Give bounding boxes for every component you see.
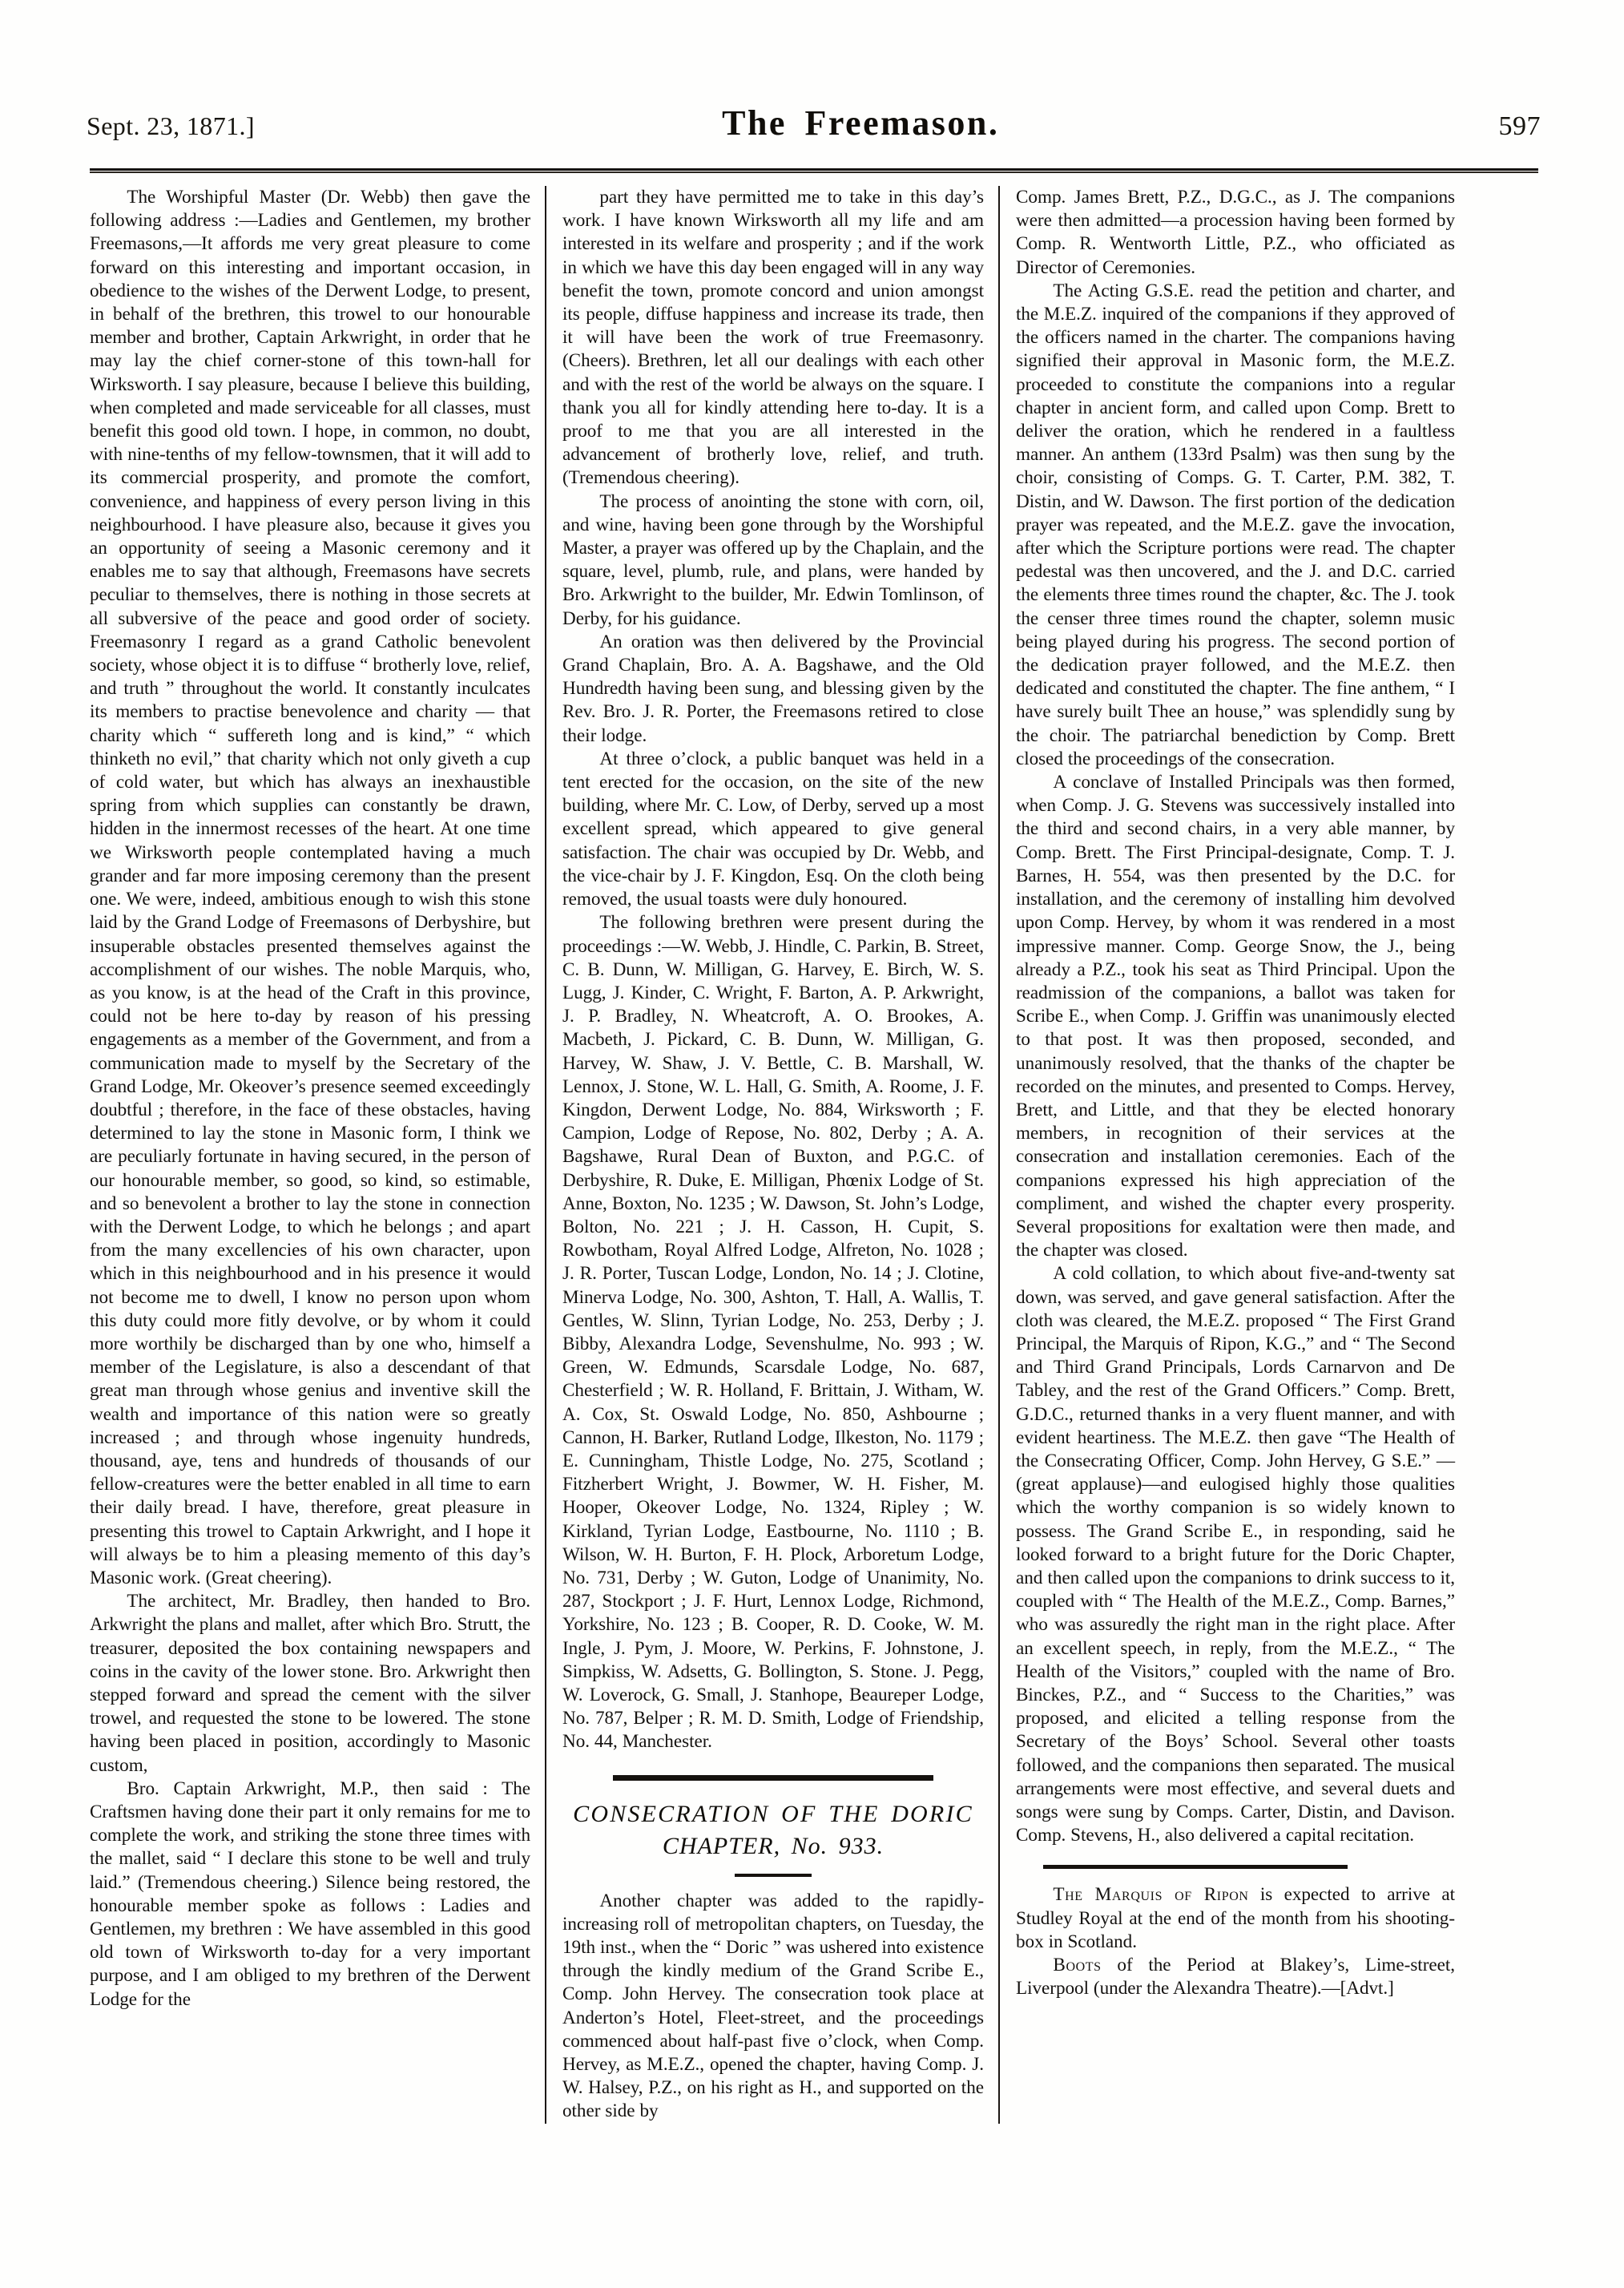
section-heading [562, 1798, 984, 1862]
column-three [1000, 186, 1455, 2000]
news-note-lead: The Marquis of Ripon [1053, 1884, 1249, 1906]
section-short-rule [735, 1874, 812, 1877]
paragraph: A cold collation, to which about five-and-twenty sat down, was served, and gave general satisfaction. After the cloth was cleared, the M.E.Z. proposed “ The First Grand Principal, the Marquis of Ripon, K.G.,” and “ The Second and Third Grand Principals, Lords Carnarvon and De Tabley, and the rest of the Grand Officers.” Comp. Brett, G.D.C., returned thanks in a very fluent manner, and with evident heartiness. The M.E.Z. then gave “The Health of the Consecrating Officer, Comp. John Hervey, G S.E.” —(great applause)—and eulogised highly those qualities which the worthy companion is so widely known to possess. The Grand Scribe E., in responding, said he looked forward to a bright future for the Doric Chapter, and then called upon the companions to drink success to it, coupled with “ The Health of the M.E.Z., Comp. Barnes,” who was assuredly the right man in the right place. After an excellent speech, in reply, from the M.E.Z., “ The Health of the Visitors,” coupled with the name of Bro. Binckes, P.Z., and “ Success to the Charities,” was proposed, and elicited a telling response from the Secretary of the Boys’ School. Several other toasts followed, and the companions then separated. The musical arrangements were most effective, and several duets and songs were sung by Comps. Carter, Distin, and Davison. Comp. Stevens, H., also delivered a capital recitation. [1016, 1263, 1455, 1846]
paragraph: Bro. Captain Arkwright, M.P., then said : The Craftsmen having done their part it only remains for me to complete the work, and striking the stone three times with the mallet, said “ I declare this stone to be well and truly laid.” (Tremendous cheering.) Silence being restored, the honourable member spoke as follows : Ladies and Gentlemen, my brethren : We have assembled in this good old town of Wirksworth to-day for a very important purpose, and I am obliged to my brethren of the Derwent Lodge for the [90, 1778, 530, 2010]
notes-divider-rule [1043, 1865, 1348, 1869]
paragraph: Another chapter was added to the rapidly-increasing roll of metropolitan chapters, on Tuesday, the 19th inst., when the “ Doric ” was ushered into existence through the kindly medium of the Grand Scribe E., Comp. John Hervey. The consecration took place at Anderton’s Hotel, Fleet-street, and the proceedings commenced about half-past five o’clock, when Comp. Hervey, as M.E.Z., opened the chapter, having Comp. J. W. Halsey, P.Z., on his right as H., and supported on the other side by [562, 1890, 984, 2122]
news-note-body: is expected to arrive at Studley Royal at the end of the month from his shooting-box in Scotland. [1016, 1884, 1455, 1952]
page-number: 597 [1498, 111, 1541, 141]
paragraph: part they have permitted me to take in this day’s work. I have known Wirksworth all my life and am interested in its welfare and prosperity ; and if the work in which we have this day been engaged will in any way benefit the town, promote concord and union amongst its people, diffuse happiness and increase its trade, then it will have been the work of true Freemasonry. (Cheers). Brethren, let all our dealings with each other and with the rest of the world be always on the square. I thank you all for kindly attending here to-day. It is a proof to me that you are all interested in the advancement of brotherly love, relief, and truth. (Tremendous cheering). [562, 187, 984, 489]
section-divider-rule [613, 1775, 933, 1781]
paragraph: A conclave of Installed Principals was then formed, when Comp. J. G. Stevens was successively installed into the third and second chairs, in a very able manner, by Comp. Brett. The First Principal-designate, Comp. T. J. Barnes, H. 554, was then presented by the D.C. for installation, and the ceremony of installing him devolved upon Comp. Hervey, by whom it was rendered in a most impressive manner. Comp. George Snow, the J., being already a P.Z., took his seat as Third Principal. Upon the readmission of the companions, a ballot was taken for Scribe E., when Comp. J. Griffin was unanimously elected to that post. It was then proposed, seconded, and unanimously resolved, that the thanks of the chapter be recorded on the minutes, and presented to Comps. Hervey, Brett, and Little, and that they be elected honorary members, in recognition of their services at the consecration and installation ceremonies. Each of the companions expressed his high appreciation of the compliment, and wished the chapter every prosperity. Several propositions for exaltation were then made, and the chapter was closed. [1016, 772, 1455, 1261]
masthead-rule [90, 168, 1538, 173]
paragraph: An oration was then delivered by the Provincial Grand Chaplain, Bro. A. A. Bagshawe, and the Old Hundredth having been sung, and blessing given by the Rev. Bro. J. R. Porter, the Freemasons retired to close their lodge. [562, 631, 984, 746]
paragraph: At three o’clock, a public banquet was held in a tent erected for the occasion, on the site of the new building, where Mr. C. Low, of Derby, served up a most excellent spread, which appeared to give general satisfaction. The chair was occupied by Dr. Webb, and the vice-chair by J. F. Kingdon, Esq. On the cloth being removed, the usual toasts were duly honoured. [562, 748, 984, 910]
paragraph: The Acting G.S.E. read the petition and charter, and the M.E.Z. inquired of the companions if they approved of the officers named in the charter. The companions having signified their approval in Masonic form, the M.E.Z. proceeded to constitute the companions into a regular chapter in ancient form, and called upon Comp. Brett to deliver the oration, which he rendered in a faultless manner. An anthem (133rd Psalm) was then sung by the choir, consisting of Comps. G. T. Carter, P.M. 382, T. Distin, and W. Dawson. The first portion of the dedication prayer was repeated, and the M.E.Z. gave the invocation, after which the Scripture portions were read. The chapter pedestal was then uncovered, and the J. and D.C. carried the elements three times round the chapter, &c. The J. took the censer three times round the chapter, solemn music being played during his progress. The second portion of the dedication prayer followed, and the M.E.Z. then dedicated and constituted the chapter. The fine anthem, “ I have surely built Thee an house,” was splendidly sung by the choir. The patriarchal benediction by Comp. Brett closed the proceedings of the consecration. [1016, 280, 1455, 769]
masthead [87, 103, 1541, 152]
paragraph: Comp. James Brett, P.Z., D.G.C., as J. The companions were then admitted—a procession having been formed by Comp. R. Wentworth Little, P.Z., who officiated as Director of Ceremonies. [1016, 187, 1455, 278]
section-heading-line-1: CONSECRATION OF THE DORIC [573, 1800, 973, 1827]
paragraph: The process of anointing the stone with corn, oil, and wine, having been gone through by the Worshipful Master, a prayer was offered up by the Chaplain, and the square, level, plumb, rule, and plans, were handed by Bro. Arkwright to the builder, Mr. Edwin Tomlinson, of Derby, for his guidance. [562, 490, 984, 629]
advertisement-lead: Boots [1053, 1955, 1102, 1976]
paragraph: The following brethren were present during the proceedings :—W. Webb, J. Hindle, C. Parkin, B. Street, C. B. Dunn, W. Milligan, G. Harvey, E. Birch, W. S. Lugg, J. Kinder, C. Wright, F. Barton, A. P. Arkwright, J. P. Bradley, N. Wheatcroft, A. O. Brookes, A. Macbeth, J. Pickard, C. B. Dunn, W. Milligan, G. Harvey, W. Shaw, J. V. Bettle, C. B. Marshall, W. Lennox, J. Stone, W. L. Hall, G. Smith, A. Roome, J. F. Kingdon, Derwent Lodge, No. 884, Wirksworth ; F. Campion, Lodge of Repose, No. 802, Derby ; A. A. Bagshawe, Rural Dean of Buxton, and P.G.C. of Derbyshire, R. Duke, E. Milligan, Phœnix Lodge of St. Anne, Boxton, No. 1235 ; W. Dawson, St. John’s Lodge, Bolton, No. 221 ; J. H. Casson, H. Cupit, S. Rowbotham, Royal Alfred Lodge, Alfreton, No. 1028 ; J. R. Porter, Tuscan Lodge, London, No. 14 ; J. Clotine, Minerva Lodge, No. 300, Ashton, T. Hall, A. Wallis, T. Gentles, W. Slinn, Tyrian Lodge, No. 253, Derby ; J. Bibby, Alexandra Lodge, Sevenshulme, No. 993 ; W. Green, W. Edmunds, Scarsdale Lodge, No. 687, Chesterfield ; W. R. Holland, F. Brittain, J. Witham, W. A. Cox, St. Oswald Lodge, No. 850, Ashbourne ; Cannon, H. Barker, Rutland Lodge, Ilkeston, No. 1179 ; E. Cunningham, Thistle Lodge, No. 275, Scotland ; Fitzherbert Wright, J. Bowmer, W. H. Fisher, M. Hooper, Okeover Lodge, No. 1324, Ripley ; W. Kirkland, Tyrian Lodge, Eastbourne, No. 1110 ; B. Wilson, W. H. Burton, F. H. Plock, Arboretum Lodge, No. 731, Derby ; W. Guton, Lodge of Unanimity, No. 287, Stockport ; J. F. Hurt, Lennox Lodge, Richmond, Yorkshire, No. 123 ; B. Cooper, R. D. Cooke, W. M. Ingle, J. Pym, J. Moore, W. Perkins, F. Johnstone, J. Simpkiss, W. Adsetts, G. Bollington, S. Stone. J. Pegg, W. Loverock, G. Small, J. Stanhope, Beaureper Lodge, No. 787, Belper ; R. M. D. Smith, Lodge of Friendship, No. 44, Manchester. [562, 912, 984, 1753]
advertisement-body: of the Period at Blakey’s, Lime-street, Liverpool (under the Alexandra Theatre).—[Advt.] [1016, 1955, 1455, 1999]
column-one [90, 186, 545, 2012]
issue-date: Sept. 23, 1871.] [87, 111, 255, 140]
paragraph: The architect, Mr. Bradley, then handed to Bro. Arkwright the plans and mallet, after which Bro. Strutt, the treasurer, deposited the box containing newspapers and coins in the cavity of the lower stone. Bro. Arkwright then stepped forward and spread the cement with the silver trowel, and requested the stone to be lowered. The stone having been placed in position, accordingly to Masonic custom, [90, 1591, 530, 1776]
article-columns [90, 186, 1538, 2262]
news-note [1016, 1883, 1455, 1954]
column-two [545, 186, 1000, 2124]
section-heading-line-2: CHAPTER, No. 933. [662, 1832, 885, 1859]
publication-title: The Freemason. [722, 103, 1000, 143]
paragraph: The Worshipful Master (Dr. Webb) then gave the following address :—Ladies and Gentlemen, my brother Freemasons,—It affords me very great pleasure to come forward on this interesting and important occasion, in obedience to the wishes of the Derwent Lodge, to present, in behalf of the brethren, this trowel to our honourable member and brother, Captain Arkwright, in order that he may lay the chief corner-stone of this town-hall for Wirksworth. I say pleasure, because I believe this building, when completed and made serviceable for all classes, must benefit this good old town. I hope, in common, no doubt, with nine-tenths of my fellow-townsmen, that it will add to its commercial prosperity, and promote the comfort, convenience, and happiness of every person living in this neighbourhood. I have pleasure also, because it gives you an opportunity of seeing a Masonic ceremony and it enables me to say that although, Freemasons have secrets peculiar to themselves, there is nothing in those secrets at all subversive of the peace and good order of society. Freemasonry I regard as a grand Catholic benevolent society, whose object it is to diffuse “ brotherly love, relief, and truth ” throughout the world. It constantly inculcates its members to practise benevolence and charity — that charity which “ suffereth long and is kind,” “ which thinketh no evil,” that charity which not only giveth a cup of cold water, but which has always an inexhaustible spring from which supplies can constantly be drawn, hidden in the innermost recesses of the heart. At one time we Wirksworth people contemplated having a much grander and far more imposing ceremony than the present one. We were, indeed, ambitious enough to wish this stone laid by the Grand Lodge of Freemasons of Derbyshire, but insuperable obstacles presented themselves against the accomplishment of our wishes. The noble Marquis, who, as you know, is at the head of the Craft in this province, could not be here to-day by reason of his pressing engagements as a member of the Government, and from a communication made to myself by the Secretary of the Grand Lodge, Mr. Okeover’s presence seemed exceedingly doubtful ; therefore, in the face of these obstacles, having determined to lay the stone in Masonic form, I think we are peculiarly fortunate in having secured, in the person of our honourable member, so good, so kind, so estimable, and so benevolent a brother to lay the stone in connection with the Derwent Lodge, to which he belongs ; and apart from the many excellencies of his own character, upon which in this neighbourhood and in his presence it would not become me to dwell, I know no person upon whom this duty could more fitly devolve, or by whom it could more worthily be discharged than by one who, himself a member of the Legislature, is also a descendant of that great man through whose genius and inventive skill the wealth and importance of this nation were so greatly increased ; and through whose ingenuity hundreds, thousand, aye, tens and hundreds of thousands of our fellow-creatures were the better enabled in all time to earn their daily bread. I have, therefore, great pleasure in presenting this trowel to Captain Arkwright, and I hope it will always be to him a pleasing memento of this day’s Masonic work. (Great cheering). [90, 187, 530, 1588]
advertisement-note [1016, 1954, 1455, 2000]
